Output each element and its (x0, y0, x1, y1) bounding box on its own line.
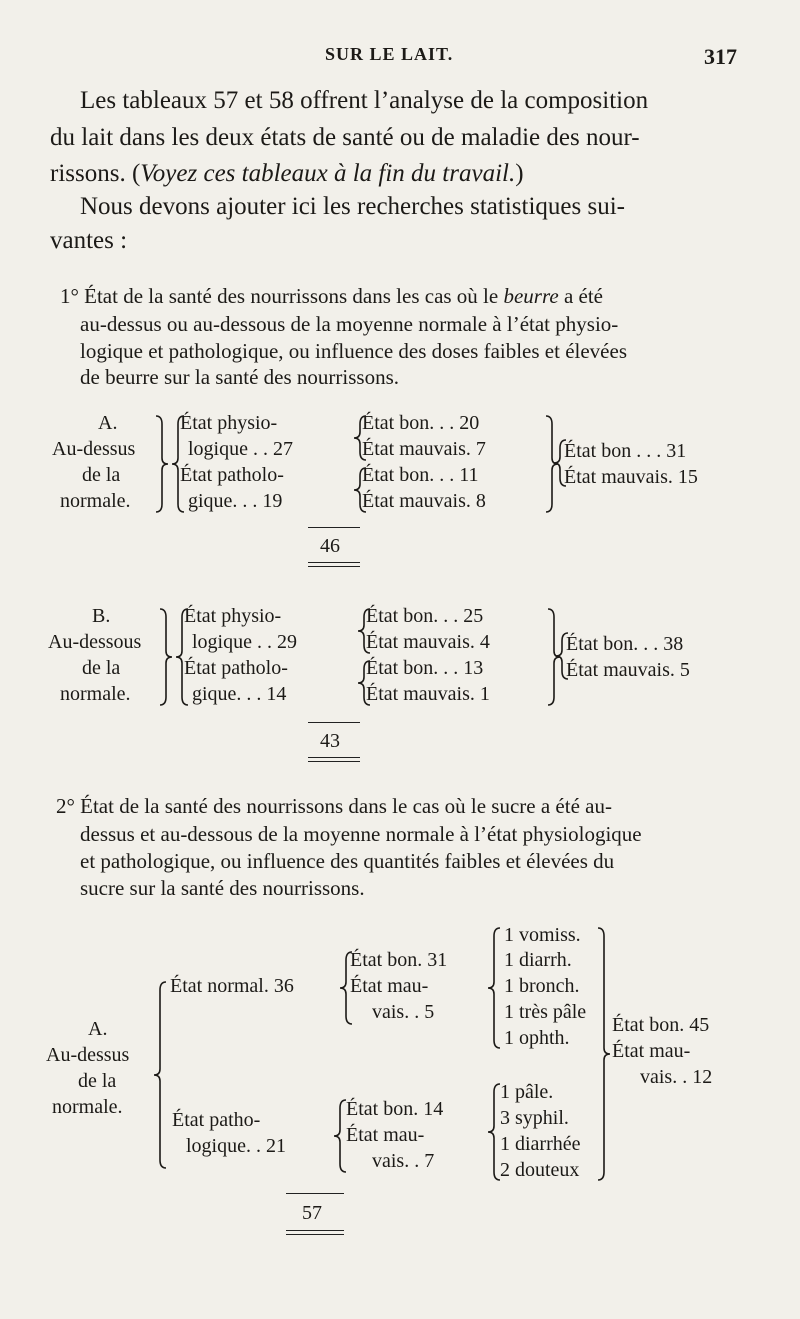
table-b-col4: État mauvais. 5 (566, 659, 690, 681)
table-a-col3: État bon. . . 11 (362, 464, 479, 486)
table-c-patho-sub: État bon. 14 (346, 1098, 444, 1120)
table-a-col2: État physio- (180, 412, 278, 434)
table-a-col4: État bon . . . 31 (564, 440, 687, 462)
table-c-label: Au-dessus (46, 1044, 130, 1066)
intro-line-1: Les tableaux 57 et 58 offrent l’analyse de la composition (80, 87, 649, 114)
table-c-cause: 1 bronch. (504, 975, 580, 997)
table-b-col3: État mauvais. 4 (366, 631, 490, 653)
table-c-normal-sub: État bon. 31 (350, 949, 448, 971)
brace-close (160, 609, 172, 705)
table-b-total: 43 (320, 730, 340, 752)
brace-close (156, 416, 168, 512)
table-c-cause: 1 pâle. (500, 1081, 554, 1103)
table-b-col2: logique . . 29 (192, 631, 297, 653)
table-b-col3: État mauvais. 1 (366, 683, 490, 705)
brace-open (358, 661, 370, 705)
table-a-label: Au-dessus (52, 438, 136, 460)
brace-open (488, 1084, 500, 1180)
table-a-col3: État mauvais. 8 (362, 490, 486, 512)
table-c-normal-sub: vais. . 5 (372, 1001, 435, 1023)
intro-line-3-post: ) (515, 160, 524, 187)
brace-open (554, 440, 566, 486)
table-c-result: État mau- (612, 1040, 691, 1062)
table-a-col2: gique. . . 19 (188, 490, 283, 512)
table-c-patho-sub: vais. . 7 (372, 1150, 435, 1172)
table-b-col3: État bon. . . 13 (366, 657, 484, 679)
table-b-label: Au-dessous (48, 631, 142, 653)
intro-line-4: Nous devons ajouter ici les recherches statistiques sui- (80, 193, 625, 220)
table-a-label: de la (82, 464, 121, 486)
section1-line-2: au-dessus ou au-dessous de la moyenne normale à l’état physio- (80, 312, 619, 336)
section1-line-3: logique et pathologique, ou influence des doses faibles et élevées (80, 339, 627, 363)
section1-line-4: de beurre sur la santé des nourrissons. (80, 365, 399, 389)
table-b-label: de la (82, 657, 121, 679)
brace-open (354, 468, 366, 512)
table-a-total: 46 (320, 535, 340, 557)
brace-open (334, 1100, 346, 1172)
table-a-col3: État mauvais. 7 (362, 438, 486, 460)
table-a-label: A. (98, 412, 118, 434)
table-c-cause: 1 diarrhée (500, 1133, 581, 1155)
section2-line-4: sucre sur la santé des nourrissons. (80, 876, 365, 900)
running-title: SUR LE LAIT. (325, 44, 454, 64)
table-c-cause: 3 syphil. (500, 1107, 569, 1129)
brace-open (172, 416, 184, 512)
brace-open (176, 609, 188, 705)
table-b-col2: État physio- (184, 605, 282, 627)
brace-open (340, 952, 352, 1024)
intro-line-3-pre: rissons. ( (50, 160, 141, 187)
brace-open (154, 982, 166, 1168)
intro-line-3-italic: Voyez ces tableaux à la fin du travail. (140, 160, 516, 187)
table-a-col2: État patholo- (180, 464, 284, 486)
table-c-label: normale. (52, 1096, 123, 1118)
table-b-col3: État bon. . . 25 (366, 605, 484, 627)
section1-line-1-italic: beurre (503, 284, 559, 308)
table-b-col2: État patholo- (184, 657, 288, 679)
section1-line-1-post: a été (558, 284, 603, 308)
table-c-result: vais. . 12 (640, 1066, 713, 1088)
table-a-col3: État bon. . . 20 (362, 412, 480, 434)
brace-open (354, 416, 366, 460)
section2-line-1: 2° État de la santé des nourrissons dans le cas où le sucre a été au- (56, 794, 612, 818)
table-a-label: normale. (60, 490, 131, 512)
table-c-cause: 1 ophth. (504, 1027, 570, 1049)
section2-line-3: et pathologique, ou influence des quantités faibles et élevées du (80, 849, 615, 873)
table-b-label: normale. (60, 683, 131, 705)
table-c-cause: 2 douteux (500, 1159, 580, 1181)
brace-open (358, 609, 370, 653)
table-c-patho-sub: État mau- (346, 1124, 425, 1146)
page-number: 317 (704, 44, 737, 69)
table-c-patho: logique. . 21 (186, 1135, 286, 1157)
brace-open (556, 633, 568, 679)
intro-line-2: du lait dans les deux états de santé ou de maladie des nour- (50, 124, 640, 151)
table-c-cause: 1 diarrh. (504, 949, 572, 971)
table-b-label: B. (92, 605, 111, 627)
intro-line-5: vantes : (50, 227, 128, 254)
table-c-result: État bon. 45 (612, 1014, 710, 1036)
table-b-col4: État bon. . . 38 (566, 633, 684, 655)
table-a-col2: logique . . 27 (188, 438, 293, 460)
table-c-patho: État patho- (172, 1109, 261, 1131)
table-c-label: de la (78, 1070, 117, 1092)
section2-line-2: dessus et au-dessous de la moyenne normale à l’état physiologique (80, 822, 642, 846)
section1-line-1-pre: 1° État de la santé des nourrissons dans les cas où le (60, 284, 504, 308)
table-a-col4: État mauvais. 15 (564, 466, 698, 488)
table-c-cause: 1 très pâle (504, 1001, 587, 1023)
table-c-cause: 1 vomiss. (504, 924, 581, 946)
table-b-col2: gique. . . 14 (192, 683, 287, 705)
table-c-total: 57 (302, 1202, 322, 1224)
brace-open (488, 928, 500, 1048)
table-c-normal-sub: État mau- (350, 975, 429, 997)
table-c-label: A. (88, 1018, 108, 1040)
table-c-normal: État normal. 36 (170, 975, 294, 997)
brace-close (598, 928, 610, 1180)
